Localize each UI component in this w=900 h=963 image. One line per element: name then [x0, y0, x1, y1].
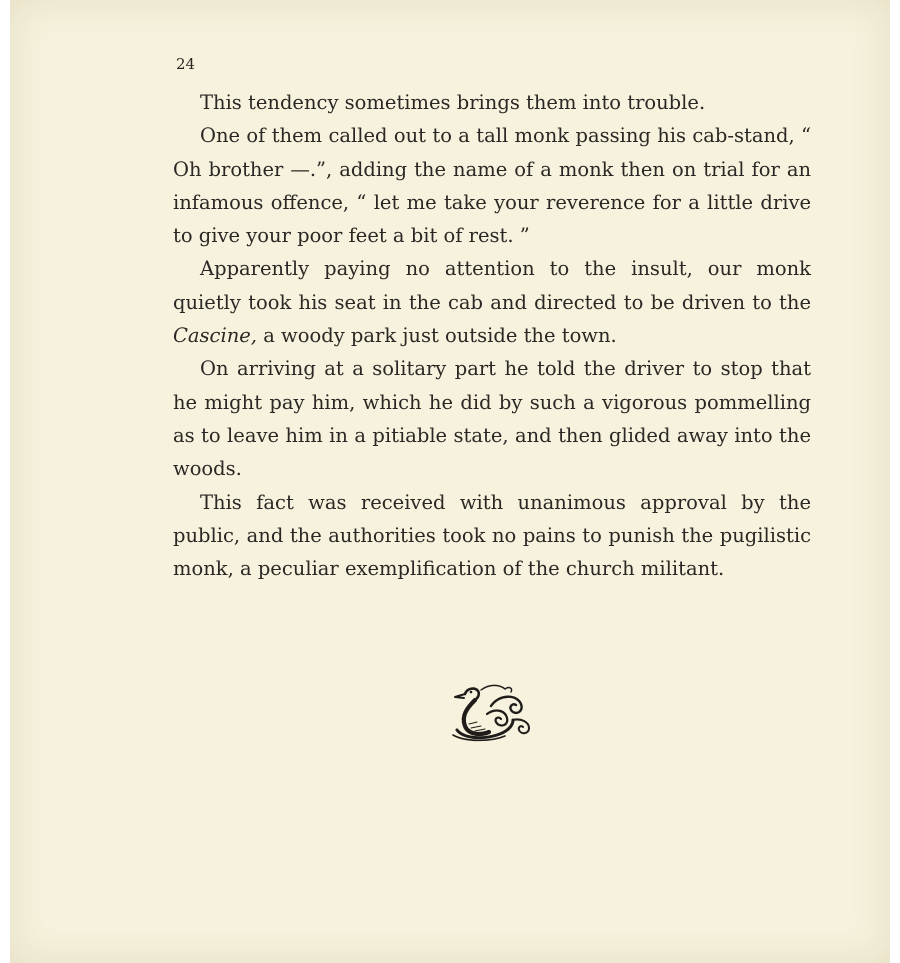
paragraph-1: This tendency sometimes brings them into trouble. — [200, 91, 706, 114]
paragraph-4: On arriving at a solitary part he told the driver to stop that he might pay him, which he did by such a vigorous pommelling as to leave him in a pitiable state, and then glided away into the woods. — [173, 357, 811, 481]
book-page — [10, 0, 890, 963]
place-name-cascine: Cascine, — [173, 324, 258, 348]
swan-ornament-icon — [447, 680, 537, 742]
paragraph-3 — [173, 252, 811, 352]
paragraph-3-text-before: Apparently paying no attention to the insult, our monk quietly took his seat in the cab and directed to be driven to the — [173, 257, 811, 314]
paragraph-2: One of them called out to a tall monk passing his cab-stand, “ Oh brother —.”, adding the name of a monk then on trial for an infamous offence, “ let me take your reverence for a little drive to give your poor feet a bit of rest. ” — [173, 124, 811, 248]
body-text — [173, 86, 811, 585]
paragraph-5: This fact was received with unanimous approval by the public, and the authorities took no pains to punish the pugilistic monk, a peculiar exemplification of the church militant. — [173, 490, 811, 581]
page-number: 24 — [176, 55, 196, 73]
paragraph-3-text-after: a woody park just outside the town. — [257, 324, 617, 348]
